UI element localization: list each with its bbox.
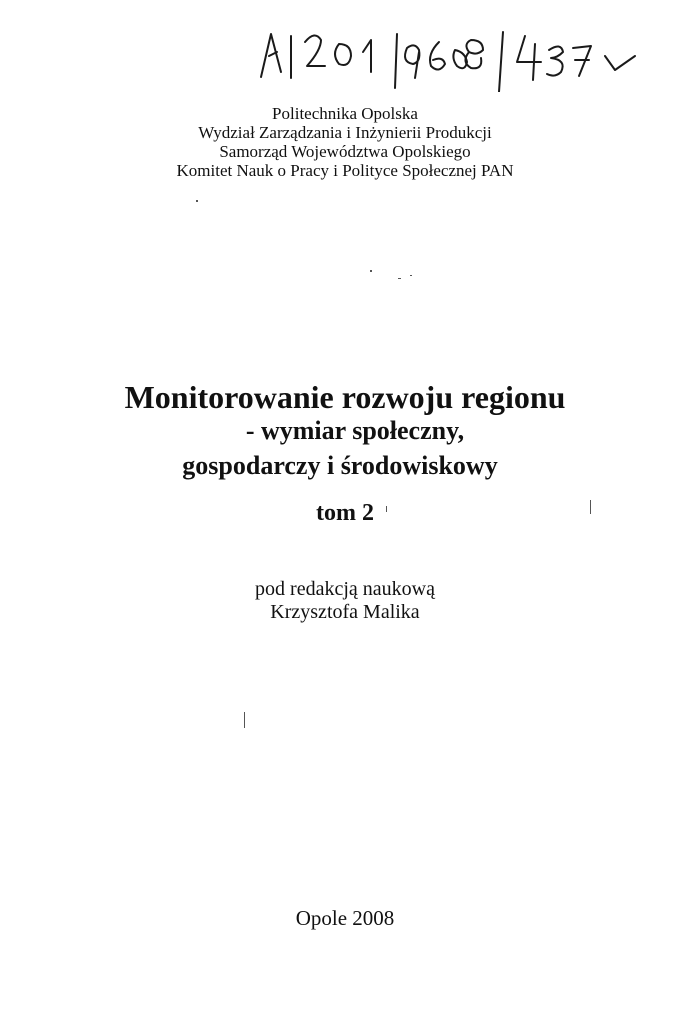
scan-speck: [590, 500, 591, 514]
editor-credit: pod redakcją naukową: [255, 578, 435, 600]
institution-line: Samorząd Województwa Opolskiego: [219, 142, 471, 161]
volume-number: tom 2: [316, 500, 374, 526]
scan-speck: [244, 712, 245, 728]
book-subtitle-line-1: - wymiar społeczny,: [245, 416, 465, 445]
institution-line: Wydział Zarządzania i Inżynierii Produkcji: [198, 123, 492, 142]
institutions-list: [0, 104, 690, 180]
scan-speck: [386, 506, 387, 512]
scan-speck: [398, 278, 401, 279]
scan-speck: [196, 200, 198, 202]
institution-line: Komitet Nauk o Pracy i Polityce Społecznej PAN: [176, 161, 514, 180]
handwritten-shelf-mark: [255, 22, 645, 92]
editor-name: Krzysztofa Malika: [270, 601, 420, 623]
scan-speck: [410, 275, 412, 276]
scan-speck: [370, 270, 372, 272]
editor-block: [0, 578, 690, 624]
book-title: Monitorowanie rozwoju regionu: [124, 379, 566, 415]
institution-line: Politechnika Opolska: [272, 104, 418, 123]
handwritten-shelf-mark-drawing: [255, 22, 645, 92]
imprint-place-year: Opole 2008: [295, 906, 395, 930]
book-subtitle-line-2: gospodarczy i środowiskowy: [182, 451, 498, 480]
